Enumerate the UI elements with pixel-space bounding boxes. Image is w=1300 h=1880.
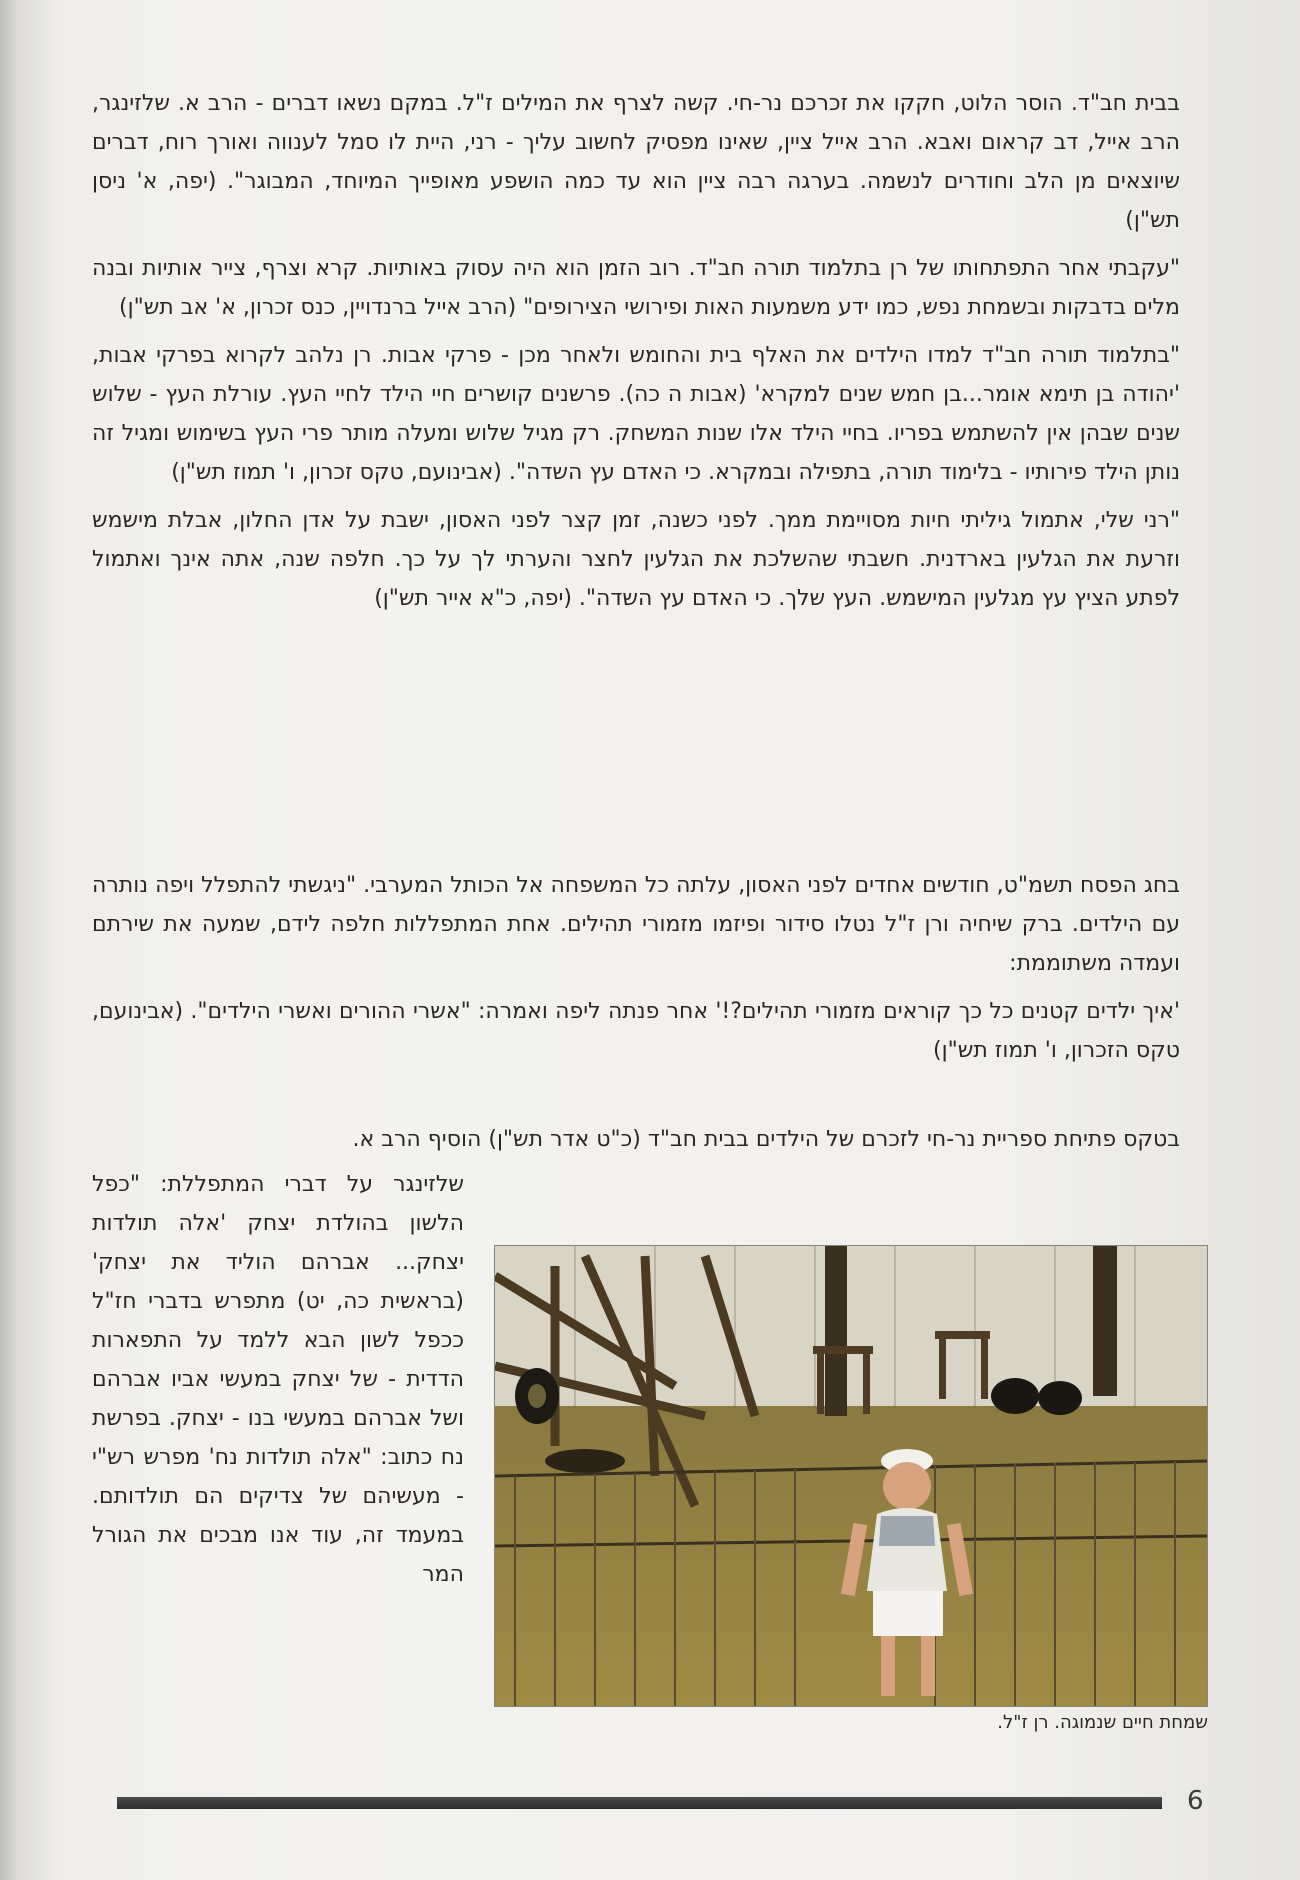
paragraph: בבית חב"ד. הוסר הלוט, חקקו את זכרכם נר-חי. קשה לצרף את המילים ז"ל. במקם נשאו דברים - הרב א. שלזינגר, הרב אייל, דב קראום ואבא. הרב אייל ציין, שאינו מפסיק לחשוב עליך - רני, היית לו סמל לענווה ואורך רוח, דברים שיוצאים מן הלב וחודרים לנשמה. בערגה רבה ציין הוא עד כמה הושפע מאופייך המיוחד, המבוגר". (יפה, א' ניסן תש"ן) [92, 91, 1180, 233]
paragraph: 'איך ילדים קטנים כל כך קוראים מזמורי תהילים?!' אחר פנתה ליפה ואמרה: "אשרי ההורים ואשרי הילדים". (אבינועם, טקס הזכרון, ו' תמוז תש"ן) [92, 999, 1180, 1063]
middle-text-block [92, 866, 1180, 1079]
footer-bar [117, 1797, 1162, 1809]
wide-paragraph [92, 1120, 1180, 1168]
child-photo [494, 1245, 1208, 1707]
narrow-column-text: שלזינגר על דברי המתפללת: "כפל הלשון בהולדת יצחק 'אלה תולדות יצחק... אברהם הוליד את יצחק' (בראשית כה, יט) מתפרש בדברי חז"ל ככפל לשון הבא ללמד על התפארות הדדית - של יצחק במעשי אביו אברהם ושל אברהם במעשי בנו - יצחק. בפרשת נח כתוב: "אלה תולדות נח' מפרש רש"י - מעשיהם של צדיקים הם תולדותם. במעמד זה, עוד אנו מבכים את הגורל המר [92, 1172, 464, 1587]
photo-caption: שמחת חיים שנמוגה. רן ז"ל. [997, 1712, 1208, 1733]
paragraph: "בתלמוד תורה חב"ד למדו הילדים את האלף בית והחומש ולאחר מכן - פרקי אבות. רן נלהב לקרוא בפרקי אבות, 'יהודה בן תימא אומר...בן חמש שנים למקרא' (אבות ה כה). פרשנים קושרים חיי הילד לחיי העץ. עורלת העץ - שלוש שנים שבהן אין להשתמש בפריו. בחיי הילד אלו שנות המשחק. רק מגיל שלוש ומעלה מותר פרי העץ בשימוש ומגיל זה נותן הילד פירותיו - בלימוד תורה, בתפילה ובמקרא. כי האדם עץ השדה". (אבינועם, טקס זכרון, ו' תמוז תש"ן) [92, 343, 1180, 485]
page-number: 6 [1187, 1786, 1204, 1816]
paragraph: בחג הפסח תשמ"ט, חודשים אחדים לפני האסון, עלתה כל המשפחה אל הכותל המערבי. "ניגשתי להתפלל ויפה נותרה עם הילדים. ברק שיחיה ורן ז"ל נטלו סידור ופיזמו מזמורי תהילים. אחת המתפללות חלפה לידם, שמעה את שירתם ועמדה משתוממת: [92, 873, 1180, 976]
top-text-block [92, 84, 1180, 627]
paragraph: "עקבתי אחר התפתחותו של רן בתלמוד תורה חב"ד. רוב הזמן הוא היה עסוק באותיות. קרא וצרף, צייר אותיות ובנה מלים בדבקות ובשמחת נפש, כמו ידע משמעות האות ופירושי הצירופים" (הרב אייל ברנדויין, כנס זכרון, א' אב תש"ן) [92, 256, 1180, 320]
paragraph: "רני שלי, אתמול גיליתי חיות מסויימת ממך. לפני כשנה, זמן קצר לפני האסון, ישבת על אדן החלון, אבלת מישמש וזרעת את הגלעין בארדנית. חשבתי שהשלכת את הגלעין לחצר והערתי לך על כך. חלפה שנה, אתה אינך ואתמול לפתע הציץ עץ מגלעין המישמש. העץ שלך. כי האדם עץ השדה". (יפה, כ"א אייר תש"ן) [92, 508, 1180, 611]
paragraph: בטקס פתיחת ספריית נר-חי לזכרם של הילדים בבית חב"ד (כ"ט אדר תש"ן) הוסיף הרב א. [352, 1127, 1180, 1152]
